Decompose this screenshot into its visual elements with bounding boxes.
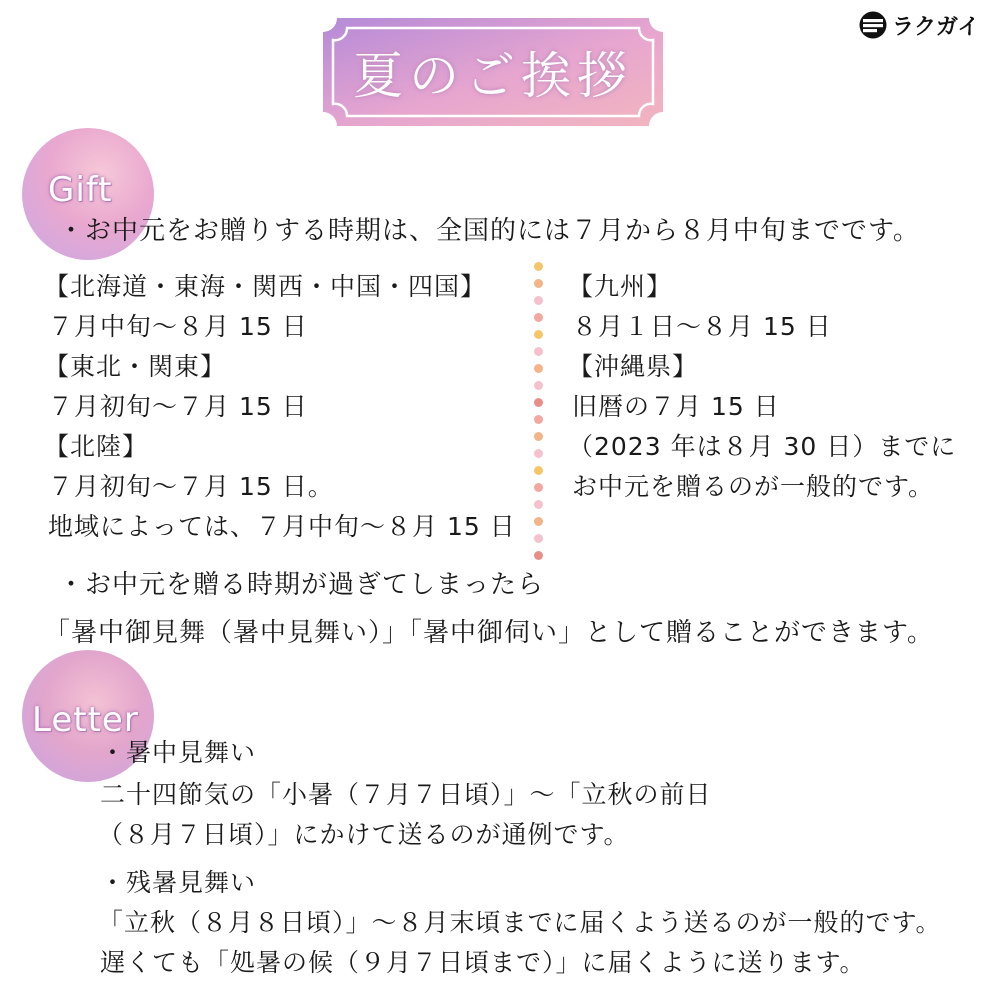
gift-intro: ・お中元をお贈りする時期は、全国的には７月から８月中旬までです。 bbox=[58, 216, 920, 246]
divider-dot bbox=[534, 415, 543, 424]
divider-dot bbox=[534, 262, 543, 271]
divider-dot bbox=[534, 500, 543, 509]
left-region-heading-3: 【北陸】 bbox=[44, 432, 149, 461]
divider-dot bbox=[534, 466, 543, 475]
divider-dot bbox=[534, 279, 543, 288]
right-region-custom-note: お中元を贈るのが一般的です。 bbox=[572, 472, 935, 501]
divider-dot bbox=[534, 347, 543, 356]
brand-logo bbox=[858, 8, 990, 42]
right-region-year-note: （2023 年は８月 30 日）までに bbox=[568, 432, 957, 461]
divider-dot bbox=[534, 381, 543, 390]
divider-dot bbox=[534, 432, 543, 441]
left-region-heading-1: 【北海道・東海・関西・中国・四国】 bbox=[44, 272, 487, 301]
right-region-heading-2: 【沖縄県】 bbox=[568, 352, 699, 381]
letter-section-label: Letter bbox=[32, 700, 139, 740]
left-region-heading-2: 【東北・関東】 bbox=[44, 352, 227, 381]
column-divider bbox=[534, 262, 544, 562]
divider-dot bbox=[534, 534, 543, 543]
gift-late-note: ・お中元を贈る時期が過ぎてしまったら bbox=[58, 570, 545, 600]
left-region-date-1: ７月中旬～８月 15 日 bbox=[48, 312, 308, 341]
divider-dot bbox=[534, 313, 543, 322]
right-region-heading-1: 【九州】 bbox=[568, 272, 673, 301]
divider-dot bbox=[534, 551, 543, 560]
gift-section-label: Gift bbox=[48, 170, 113, 210]
title-banner bbox=[323, 18, 663, 126]
shochu-mimai-line-2: （８月７日頃）」にかけて送るのが通例です。 bbox=[98, 820, 630, 849]
zansho-mimai-heading: ・残暑見舞い bbox=[100, 868, 257, 897]
divider-dot bbox=[534, 517, 543, 526]
divider-dot bbox=[534, 296, 543, 305]
zansho-mimai-line-1: 「立秋（８月８日頃）」～８月末頃までに届くよう送るのが一般的です。 bbox=[98, 908, 942, 937]
gift-late-detail: 「暑中御見舞（暑中見舞い）」「暑中御伺い」として贈ることができます。 bbox=[44, 618, 934, 648]
divider-dot bbox=[534, 364, 543, 373]
divider-dot bbox=[534, 483, 543, 492]
shochu-mimai-heading: ・暑中見舞い bbox=[100, 738, 257, 767]
right-region-date-2: 旧暦の７月 15 日 bbox=[572, 392, 780, 421]
left-region-note: 地域によっては、７月中旬～８月 15 日 bbox=[48, 512, 516, 541]
zansho-mimai-line-2: 遅くても「処暑の候（９月７日頃まで）」に届くように送ります。 bbox=[100, 948, 866, 977]
divider-dot bbox=[534, 449, 543, 458]
divider-dot bbox=[534, 330, 543, 339]
left-region-date-2: ７月初旬～７月 15 日 bbox=[48, 392, 308, 421]
page-title: 夏のご挨拶 bbox=[353, 47, 633, 105]
brand-name: ラクガイ bbox=[892, 14, 980, 40]
left-region-date-3: ７月初旬～７月 15 日。 bbox=[48, 472, 334, 501]
right-region-date-1: ８月１日～８月 15 日 bbox=[572, 312, 832, 341]
divider-dot bbox=[534, 398, 543, 407]
shochu-mimai-line-1: 二十四節気の「小暑（７月７日頃）」～「立秋の前日 bbox=[100, 780, 712, 809]
rakugai-logo-icon bbox=[858, 10, 888, 40]
